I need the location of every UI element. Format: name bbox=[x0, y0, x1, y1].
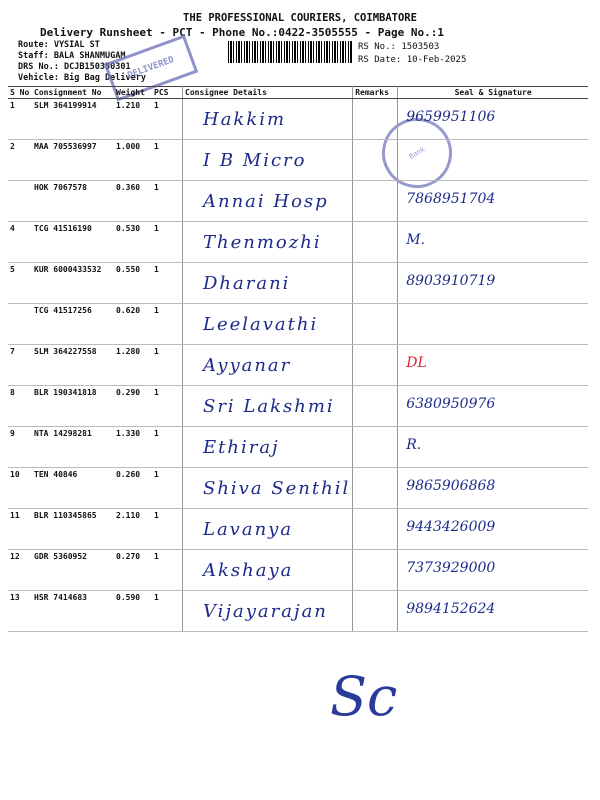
rs-date: RS Date: 10-Feb-2025 bbox=[358, 55, 467, 65]
row-pcs: 1 bbox=[152, 222, 183, 263]
row-consignment: BLR 190341818 bbox=[32, 386, 114, 427]
row-signature bbox=[398, 386, 588, 427]
seal-text: Bank bbox=[407, 145, 427, 161]
table-row bbox=[8, 509, 588, 550]
row-signature bbox=[398, 304, 588, 345]
row-consignee bbox=[183, 427, 353, 468]
consignee-name-handwritten: Ethiraj bbox=[203, 437, 280, 458]
table-row bbox=[8, 263, 588, 304]
row-consignment: TCG 41517256 bbox=[32, 304, 114, 345]
row-weight: 0.620 bbox=[114, 304, 152, 345]
table-row bbox=[8, 181, 588, 222]
row-pcs: 1 bbox=[152, 427, 183, 468]
consignee-name-handwritten: I B Micro bbox=[203, 150, 307, 171]
row-remarks bbox=[353, 386, 398, 427]
table-row bbox=[8, 427, 588, 468]
staff-label: Staff: BALA SHANMUGAM bbox=[18, 51, 126, 61]
row-consignee bbox=[183, 509, 353, 550]
row-consignee bbox=[183, 591, 353, 632]
row-weight: 2.110 bbox=[114, 509, 152, 550]
row-consignment: HOK 7067578 bbox=[32, 181, 114, 222]
consignee-name-handwritten: Lavanya bbox=[203, 519, 294, 540]
row-consignee bbox=[183, 304, 353, 345]
row-consignment: SLM 364199914 bbox=[32, 99, 114, 140]
row-weight: 0.530 bbox=[114, 222, 152, 263]
row-signature bbox=[398, 181, 588, 222]
consignee-name-handwritten: Annai Hosp bbox=[203, 191, 329, 212]
stamp-text: DELIVERED bbox=[126, 54, 176, 82]
row-remarks bbox=[353, 304, 398, 345]
row-consignee bbox=[183, 345, 353, 386]
row-signature bbox=[398, 427, 588, 468]
table-row bbox=[8, 345, 588, 386]
signature-handwritten: 6380950976 bbox=[406, 396, 496, 412]
row-consignee bbox=[183, 181, 353, 222]
row-consignment: NTA 14298281 bbox=[32, 427, 114, 468]
table-row bbox=[8, 222, 588, 263]
consignee-name-handwritten: Akshaya bbox=[203, 560, 294, 581]
runsheet-subtitle: Delivery Runsheet - PCT - Phone No.:0422-3505555 - Page No.:1 bbox=[40, 26, 444, 39]
signature-handwritten: 9443426009 bbox=[406, 519, 496, 535]
row-consignment: KUR 6000433532 bbox=[32, 263, 114, 304]
row-consignee bbox=[183, 550, 353, 591]
signature-handwritten: 9894152624 bbox=[406, 601, 496, 617]
row-remarks bbox=[353, 99, 398, 140]
row-remarks bbox=[353, 345, 398, 386]
row-pcs: 1 bbox=[152, 140, 183, 181]
row-sno: 1 bbox=[8, 99, 32, 140]
header-signature: Seal & Signature bbox=[398, 87, 588, 99]
row-pcs: 1 bbox=[152, 345, 183, 386]
row-consignee bbox=[183, 468, 353, 509]
table-row bbox=[8, 99, 588, 140]
row-pcs: 1 bbox=[152, 591, 183, 632]
row-consignment: GDR 5360952 bbox=[32, 550, 114, 591]
header-consignee: Consignee Details bbox=[183, 87, 353, 99]
row-remarks bbox=[353, 591, 398, 632]
row-signature bbox=[398, 263, 588, 304]
consignee-name-handwritten: Vijayarajan bbox=[203, 601, 328, 622]
header-sno: S No bbox=[8, 87, 32, 99]
row-signature bbox=[398, 591, 588, 632]
row-signature bbox=[398, 222, 588, 263]
row-sno: 2 bbox=[8, 140, 32, 181]
row-sno: 9 bbox=[8, 427, 32, 468]
consignee-name-handwritten: Sri Lakshmi bbox=[203, 396, 335, 417]
table-row bbox=[8, 386, 588, 427]
table-row bbox=[8, 550, 588, 591]
consignee-name-handwritten: Hakkim bbox=[203, 109, 287, 130]
header-consignment: Consignment No bbox=[32, 87, 114, 99]
runsheet-table bbox=[8, 86, 588, 632]
signature-handwritten: M. bbox=[406, 232, 426, 248]
row-signature bbox=[398, 509, 588, 550]
row-remarks bbox=[353, 509, 398, 550]
row-sno bbox=[8, 304, 32, 345]
consignee-name-handwritten: Leelavathi bbox=[203, 314, 319, 335]
row-consignment: TEN 40846 bbox=[32, 468, 114, 509]
row-weight: 0.590 bbox=[114, 591, 152, 632]
row-sno bbox=[8, 181, 32, 222]
row-consignee bbox=[183, 222, 353, 263]
row-sno: 10 bbox=[8, 468, 32, 509]
header-remarks: Remarks bbox=[353, 87, 398, 99]
header-pcs: PCS bbox=[152, 87, 183, 99]
row-pcs: 1 bbox=[152, 468, 183, 509]
rs-number: RS No.: 1503503 bbox=[358, 42, 440, 52]
row-pcs: 1 bbox=[152, 386, 183, 427]
row-consignee bbox=[183, 140, 353, 181]
row-signature bbox=[398, 99, 588, 140]
row-signature bbox=[398, 345, 588, 386]
vehicle-label: Vehicle: Big Bag Delivery bbox=[18, 73, 146, 83]
signature-handwritten bbox=[400, 142, 406, 150]
row-weight: 1.280 bbox=[114, 345, 152, 386]
signature-handwritten: R. bbox=[406, 437, 422, 453]
table-row bbox=[8, 468, 588, 509]
row-signature bbox=[398, 140, 588, 181]
row-signature bbox=[398, 468, 588, 509]
row-pcs: 1 bbox=[152, 509, 183, 550]
document-title: THE PROFESSIONAL COURIERS, COIMBATORE bbox=[183, 12, 417, 24]
route-label: Route: VYSIAL ST bbox=[18, 40, 100, 50]
row-consignee bbox=[183, 263, 353, 304]
row-consignment: MAA 705536997 bbox=[32, 140, 114, 181]
row-consignment: SLM 364227558 bbox=[32, 345, 114, 386]
table-row bbox=[8, 140, 588, 181]
row-sno: 4 bbox=[8, 222, 32, 263]
row-consignment: TCG 41516190 bbox=[32, 222, 114, 263]
row-remarks bbox=[353, 468, 398, 509]
row-weight: 1.000 bbox=[114, 140, 152, 181]
barcode-image bbox=[228, 41, 352, 63]
consignee-name-handwritten: Shiva Senthil bbox=[203, 478, 351, 499]
consignee-name-handwritten: Ayyanar bbox=[203, 355, 292, 376]
row-weight: 0.360 bbox=[114, 181, 152, 222]
row-signature bbox=[398, 550, 588, 591]
row-consignee bbox=[183, 99, 353, 140]
row-weight: 0.270 bbox=[114, 550, 152, 591]
row-remarks bbox=[353, 427, 398, 468]
row-pcs: 1 bbox=[152, 181, 183, 222]
row-pcs: 1 bbox=[152, 550, 183, 591]
row-sno: 8 bbox=[8, 386, 32, 427]
table-row bbox=[8, 304, 588, 345]
row-pcs: 1 bbox=[152, 304, 183, 345]
row-weight: 0.290 bbox=[114, 386, 152, 427]
row-pcs: 1 bbox=[152, 263, 183, 304]
row-sno: 11 bbox=[8, 509, 32, 550]
signature-handwritten: 8903910719 bbox=[406, 273, 496, 289]
handwritten-signature: Sc bbox=[330, 665, 398, 728]
consignee-name-handwritten: Thenmozhi bbox=[203, 232, 322, 253]
row-sno: 7 bbox=[8, 345, 32, 386]
row-weight: 1.210 bbox=[114, 99, 152, 140]
row-sno: 13 bbox=[8, 591, 32, 632]
table-header-row bbox=[8, 87, 588, 99]
row-sno: 5 bbox=[8, 263, 32, 304]
drs-label: DRS No.: DCJB150350301 bbox=[18, 62, 131, 72]
signature-handwritten: 7373929000 bbox=[406, 560, 496, 576]
row-sno: 12 bbox=[8, 550, 32, 591]
header-weight: Weight bbox=[114, 87, 152, 99]
signature-handwritten: 9659951106 bbox=[406, 109, 496, 125]
row-weight: 0.260 bbox=[114, 468, 152, 509]
signature-handwritten: DL bbox=[406, 355, 427, 371]
row-remarks bbox=[353, 140, 398, 181]
row-weight: 0.550 bbox=[114, 263, 152, 304]
row-consignment: BLR 110345865 bbox=[32, 509, 114, 550]
row-pcs: 1 bbox=[152, 99, 183, 140]
signature-handwritten: 9865906868 bbox=[406, 478, 496, 494]
signature-handwritten: 7868951704 bbox=[406, 191, 496, 207]
row-weight: 1.330 bbox=[114, 427, 152, 468]
signature-handwritten bbox=[400, 306, 406, 314]
row-remarks bbox=[353, 550, 398, 591]
consignee-name-handwritten: Dharani bbox=[203, 273, 291, 294]
table-row bbox=[8, 591, 588, 632]
row-remarks bbox=[353, 222, 398, 263]
row-consignee bbox=[183, 386, 353, 427]
row-remarks bbox=[353, 181, 398, 222]
row-consignment: HSR 7414683 bbox=[32, 591, 114, 632]
row-remarks bbox=[353, 263, 398, 304]
